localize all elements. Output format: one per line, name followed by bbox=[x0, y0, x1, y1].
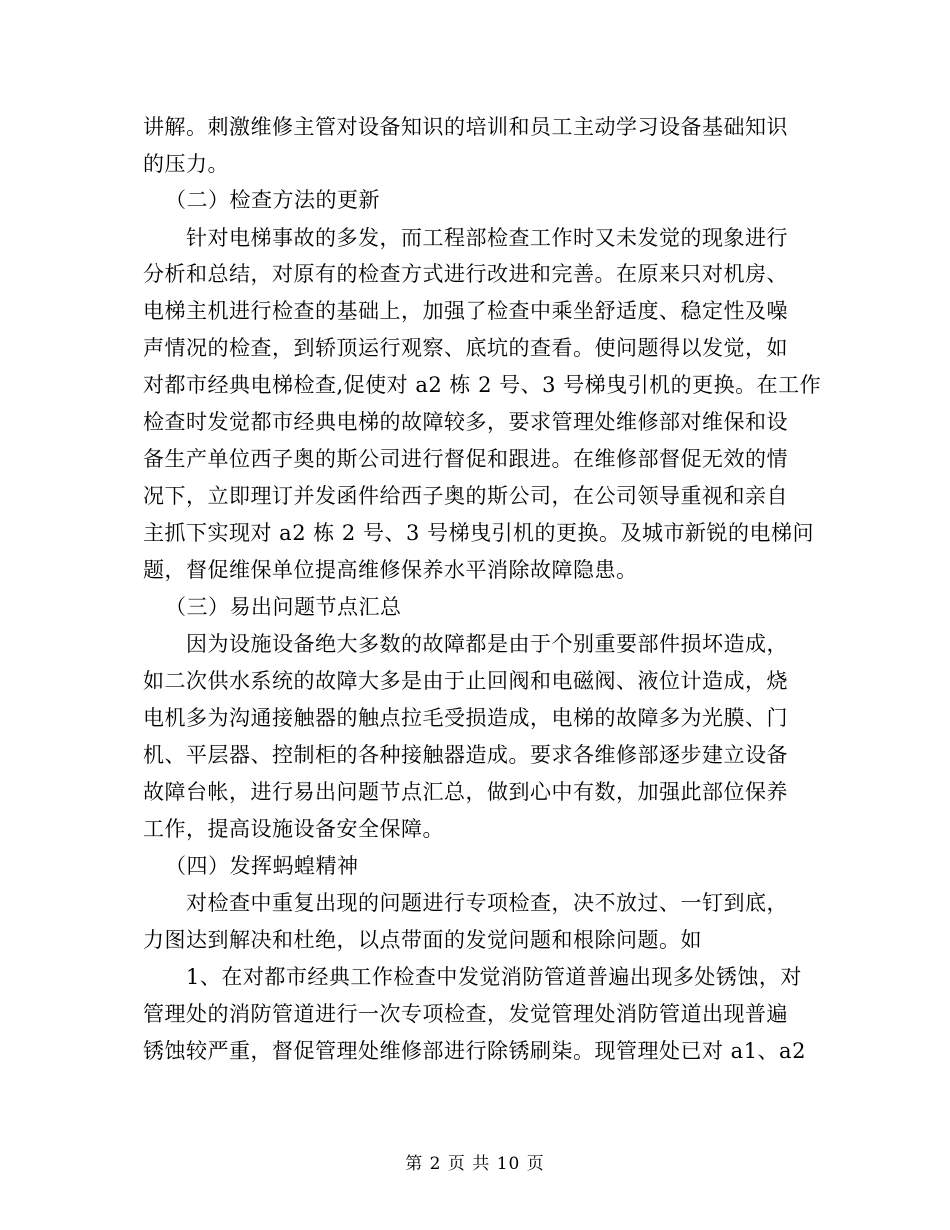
body-line: 的压力。 bbox=[143, 152, 229, 176]
section-heading: （四）发挥蚂蝗精神 bbox=[165, 854, 359, 878]
body-line: 如二次供水系统的故障大多是由于止回阀和电磁阀、液位计造成，烧 bbox=[143, 669, 788, 693]
body-line: 对都市经典电梯检查,促使对 a2 栋 2 号、3 号梯曳引机的更换。在工作 bbox=[143, 373, 822, 397]
section-heading: （二）检查方法的更新 bbox=[165, 188, 380, 212]
page-number-footer: 第 2 页 共 10 页 bbox=[405, 1154, 545, 1174]
body-line: 管理处的消防管道进行一次专项检查，发觉管理处消防管道出现普遍 bbox=[143, 1002, 788, 1026]
body-line: 故障台帐，进行易出问题节点汇总，做到心中有数，加强此部位保养 bbox=[143, 780, 788, 804]
body-line: 主抓下实现对 a2 栋 2 号、3 号梯曳引机的更换。及城市新锐的电梯问 bbox=[143, 521, 814, 545]
body-line: 题，督促维保单位提高维修保养水平消除故障隐患。 bbox=[143, 558, 638, 582]
body-line: 针对电梯事故的多发，而工程部检查工作时又未发觉的现象进行 bbox=[186, 226, 788, 250]
body-line: 1、在对都市经典工作检查中发觉消防管道普遍出现多处锈蚀，对 bbox=[186, 965, 802, 989]
body-line: 因为设施设备绝大多数的故障都是由于个别重要部件损坏造成， bbox=[186, 632, 788, 656]
body-line: 备生产单位西子奥的斯公司进行督促和跟进。在维修部督促无效的情 bbox=[143, 447, 788, 471]
body-line: 检查时发觉都市经典电梯的故障较多，要求管理处维修部对维保和设 bbox=[143, 410, 788, 434]
body-line: 力图达到解决和杜绝，以点带面的发觉问题和根除问题。如 bbox=[143, 928, 702, 952]
body-line: 况下，立即理订并发函件给西子奥的斯公司，在公司领导重视和亲自 bbox=[143, 484, 788, 508]
body-line: 机、平层器、控制柜的各种接触器造成。要求各维修部逐步建立设备 bbox=[143, 743, 788, 767]
body-line: 工作，提高设施设备安全保障。 bbox=[143, 817, 444, 841]
body-line: 分析和总结，对原有的检查方式进行改进和完善。在原来只对机房、 bbox=[143, 262, 788, 286]
body-line: 讲解。刺激维修主管对设备知识的培训和员工主动学习设备基础知识 bbox=[143, 115, 788, 139]
section-heading: （三）易出问题节点汇总 bbox=[165, 595, 402, 619]
body-line: 锈蚀较严重，督促管理处维修部进行除锈刷柒。现管理处已对 a1、a2 bbox=[143, 1039, 806, 1063]
body-line: 声情况的检查，到轿顶运行观察、底坑的查看。使问题得以发觉，如 bbox=[143, 336, 788, 360]
body-line: 对检查中重复出现的问题进行专项检查，决不放过、一钉到底， bbox=[186, 891, 788, 915]
body-line: 电梯主机进行检查的基础上，加强了检查中乘坐舒适度、稳定性及噪 bbox=[143, 299, 788, 323]
body-line: 电机多为沟通接触器的触点拉毛受损造成，电梯的故障多为光膜、门 bbox=[143, 706, 788, 730]
